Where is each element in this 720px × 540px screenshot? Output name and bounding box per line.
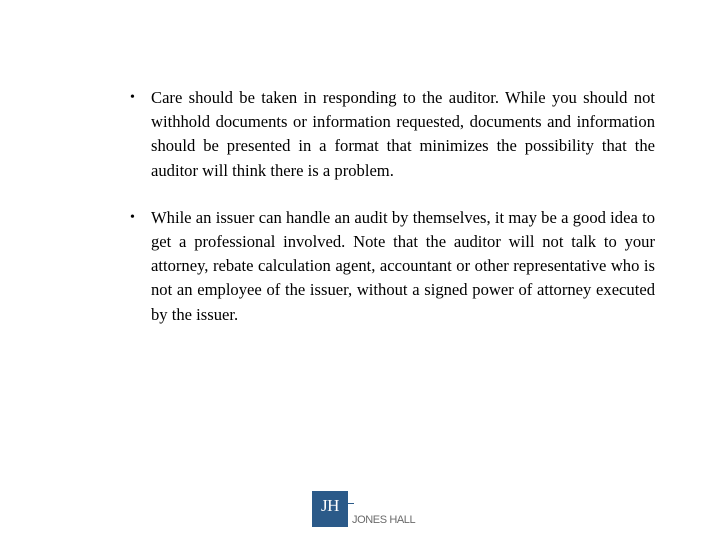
bullet-text: While an issuer can handle an audit by themselves, it may be a good idea to get a professional involved. Note that the auditor will not talk to your attorney, rebate calculation agent, accountant or other representative who is not an employee of the issuer, without a signed power of attorney executed by the issuer. xyxy=(151,207,655,324)
bullet-list xyxy=(130,86,655,350)
logo-mark xyxy=(312,491,348,527)
bullet-item xyxy=(130,206,655,327)
logo-divider xyxy=(348,503,354,504)
jones-hall-logo xyxy=(312,491,422,529)
logo-monogram: JH xyxy=(321,496,339,515)
bullet-icon: • xyxy=(130,90,135,105)
bullet-item xyxy=(130,86,655,183)
logo-wordmark: JONES HALL xyxy=(352,514,416,526)
bullet-icon: • xyxy=(130,209,135,225)
bullet-text: Care should be taken in responding to the auditor. While you should not withhold documents or information requested, documents and information should be presented in a format that minimizes the possibility that the auditor will think there is a problem. xyxy=(151,88,655,180)
